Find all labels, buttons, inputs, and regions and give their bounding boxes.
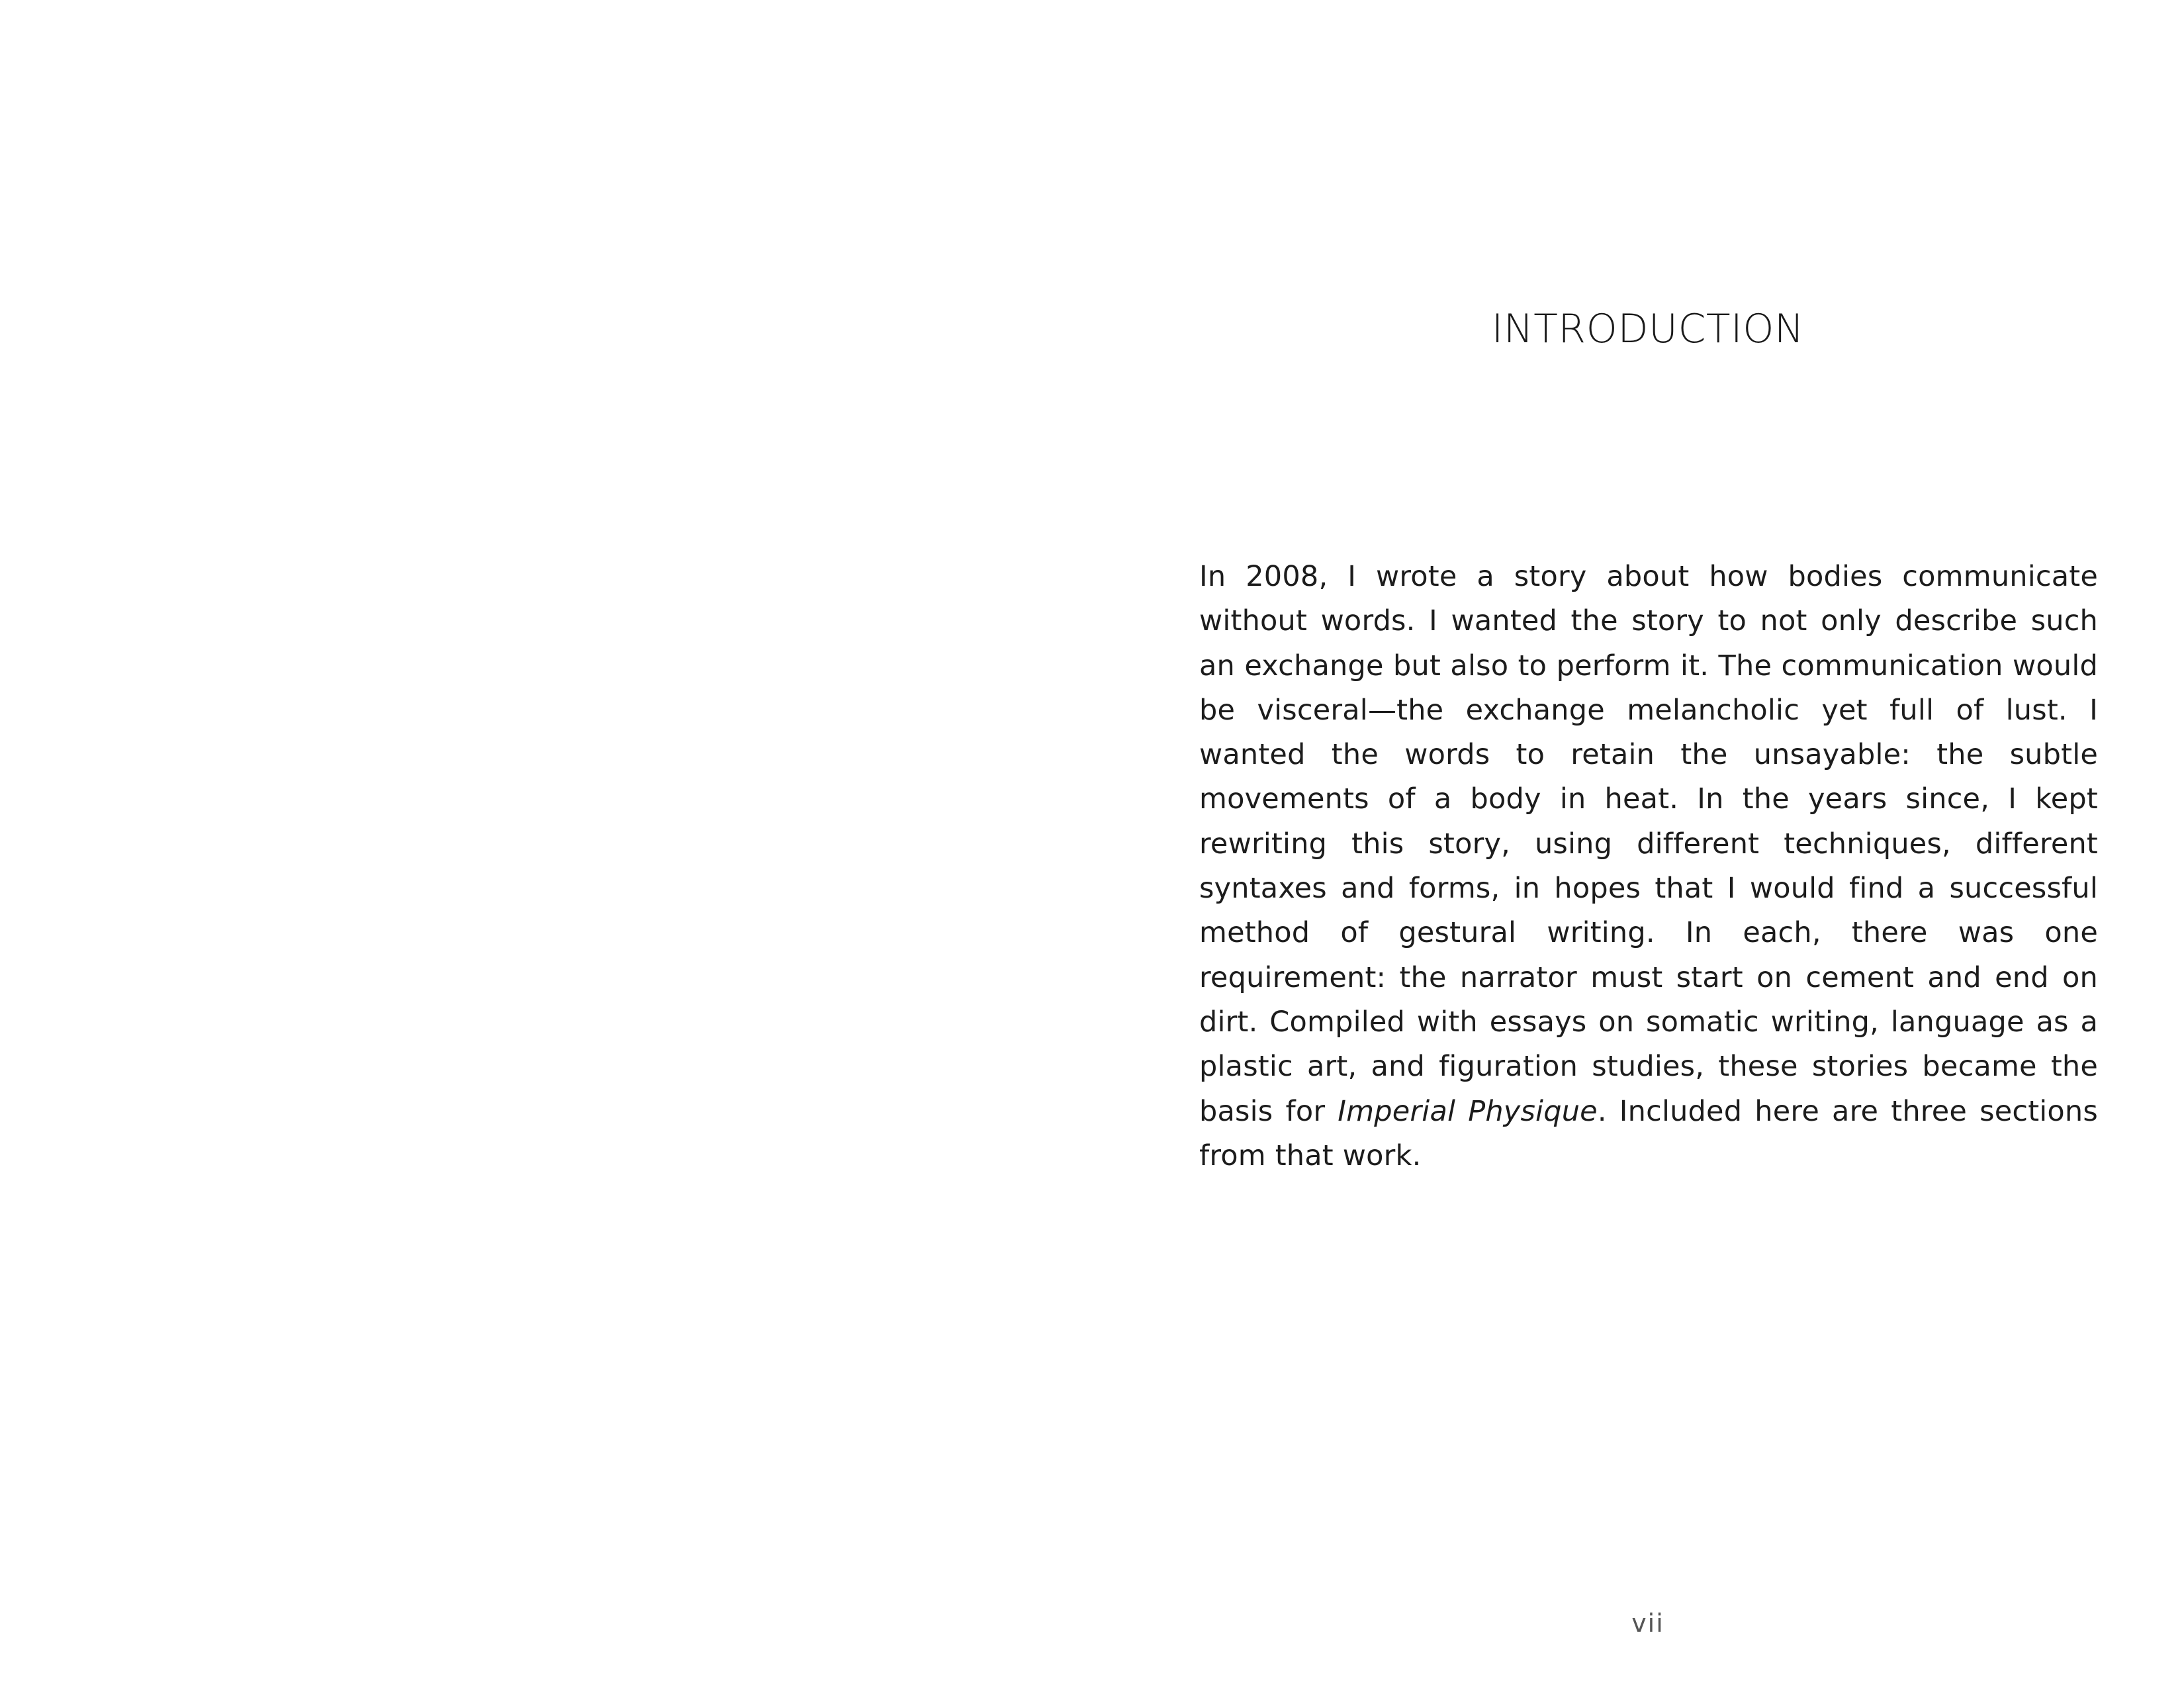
- paragraph-text-end: . Included here are three sections from that work.: [1199, 1094, 2098, 1172]
- paragraph-text-start: In 2008, I wrote a story about how bodies communicate without words. I wanted the story to not only describe such an exchange but also to perform it. The communication would be visceral—the exchange melancholic yet full of lust. I wanted the words to retain the unsayable: the subtle movements of a body in heat. In the years since, I kept rewriting this story, using different techniques, different syntaxes and forms, in hopes that I would find a successful method of gestural writing. In each, there was one requirement: the narrator must start on cement and end on dirt. Compiled with essays on somatic writing, language as a plastic art, and figuration studies, these stories became the basis for: [1199, 560, 2098, 1128]
- introduction-paragraph: [1199, 555, 2098, 1178]
- page-number: vii: [1631, 1609, 1664, 1638]
- chapter-title: INTRODUCTION: [1491, 306, 1805, 352]
- book-title-italic: Imperial Physique: [1338, 1094, 1598, 1128]
